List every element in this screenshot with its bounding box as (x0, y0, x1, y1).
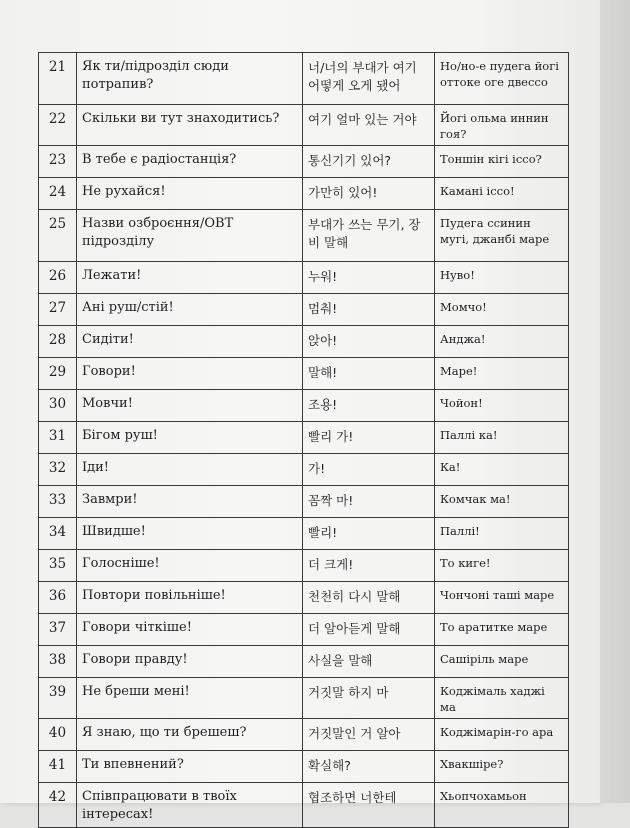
ukrainian-phrase: Завмри! (77, 486, 303, 518)
ukrainian-phrase: Бігом руш! (77, 422, 303, 454)
ukrainian-phrase: Іди! (77, 454, 303, 486)
ukrainian-phrase: Назви озброєння/ОВТ підрозділу (77, 210, 303, 262)
row-number: 32 (39, 454, 77, 486)
table-row (39, 614, 569, 646)
table-row (39, 146, 569, 178)
korean-phrase: 가! (303, 454, 435, 486)
korean-phrase: 말해! (303, 358, 435, 390)
table-row (39, 678, 569, 719)
transliteration: Ка! (435, 454, 569, 486)
row-number: 38 (39, 646, 77, 678)
row-number: 27 (39, 294, 77, 326)
transliteration: То аратитке маре (435, 614, 569, 646)
row-number: 41 (39, 751, 77, 783)
row-number: 34 (39, 518, 77, 550)
korean-phrase: 너/너의 부대가 여기 어떻게 오게 됐어 (303, 53, 435, 105)
row-number: 21 (39, 53, 77, 105)
row-number: 37 (39, 614, 77, 646)
table-row (39, 454, 569, 486)
row-number: 42 (39, 783, 77, 828)
table-row (39, 390, 569, 422)
ukrainian-phrase: Як ти/підрозділ сюди потрапив? (77, 53, 303, 105)
table-row (39, 210, 569, 262)
ukrainian-phrase: Голосніше! (77, 550, 303, 582)
table-row (39, 646, 569, 678)
transliteration: Хьопчохамьон (435, 783, 569, 828)
korean-phrase: 부대가 쓰는 무기, 장비 말해 (303, 210, 435, 262)
transliteration: Коджімарін-го ара (435, 719, 569, 751)
ukrainian-phrase: Не бреши мені! (77, 678, 303, 719)
transliteration: Маре! (435, 358, 569, 390)
ukrainian-phrase: Говори! (77, 358, 303, 390)
ukrainian-phrase: Ти впевнений? (77, 751, 303, 783)
table-row (39, 178, 569, 210)
table-row (39, 422, 569, 454)
transliteration: Комчак ма! (435, 486, 569, 518)
transliteration: Анджа! (435, 326, 569, 358)
korean-phrase: 누워! (303, 262, 435, 294)
ukrainian-phrase: Мовчи! (77, 390, 303, 422)
table-row (39, 294, 569, 326)
korean-phrase: 거짓말인 거 알아 (303, 719, 435, 751)
transliteration: Паллі! (435, 518, 569, 550)
transliteration: Нуво! (435, 262, 569, 294)
table-row (39, 486, 569, 518)
ukrainian-phrase: Не рухайся! (77, 178, 303, 210)
korean-phrase: 빨리 가! (303, 422, 435, 454)
transliteration: Йогі ольма иннин гоя? (435, 105, 569, 146)
transliteration: Хвакшіре? (435, 751, 569, 783)
ukrainian-phrase: Лежати! (77, 262, 303, 294)
korean-phrase: 앉아! (303, 326, 435, 358)
phrase-table (38, 52, 569, 828)
ukrainian-phrase: Я знаю, що ти брешеш? (77, 719, 303, 751)
korean-phrase: 통신기기 있어? (303, 146, 435, 178)
table-row (39, 751, 569, 783)
row-number: 23 (39, 146, 77, 178)
row-number: 36 (39, 582, 77, 614)
korean-phrase: 멈춰! (303, 294, 435, 326)
table-row (39, 262, 569, 294)
row-number: 25 (39, 210, 77, 262)
ukrainian-phrase: Співпрацювати в твоїх інтересах! (77, 783, 303, 828)
page-edge (600, 0, 630, 803)
ukrainian-phrase: Повтори повільніше! (77, 582, 303, 614)
transliteration: Тоншін кігі іссо? (435, 146, 569, 178)
row-number: 24 (39, 178, 77, 210)
korean-phrase: 천천히 다시 말해 (303, 582, 435, 614)
table-row (39, 358, 569, 390)
transliteration: Коджімаль хаджі ма (435, 678, 569, 719)
row-number: 28 (39, 326, 77, 358)
korean-phrase: 가만히 있어! (303, 178, 435, 210)
transliteration: Но/но-е пудега йогі оттоке оге двессо (435, 53, 569, 105)
table-row (39, 550, 569, 582)
transliteration: Сашіріль маре (435, 646, 569, 678)
ukrainian-phrase: В тебе є радіостанція? (77, 146, 303, 178)
korean-phrase: 사실을 말해 (303, 646, 435, 678)
row-number: 22 (39, 105, 77, 146)
table-row (39, 719, 569, 751)
korean-phrase: 거짓말 하지 마 (303, 678, 435, 719)
transliteration: Паллі ка! (435, 422, 569, 454)
korean-phrase: 협조하면 너한테 (303, 783, 435, 828)
korean-phrase: 빨리! (303, 518, 435, 550)
korean-phrase: 조용! (303, 390, 435, 422)
row-number: 31 (39, 422, 77, 454)
table-row (39, 326, 569, 358)
table-row (39, 105, 569, 146)
row-number: 39 (39, 678, 77, 719)
row-number: 40 (39, 719, 77, 751)
ukrainian-phrase: Швидше! (77, 518, 303, 550)
row-number: 35 (39, 550, 77, 582)
ukrainian-phrase: Говори чіткіше! (77, 614, 303, 646)
row-number: 26 (39, 262, 77, 294)
transliteration: Чончоні таші маре (435, 582, 569, 614)
korean-phrase: 확실해? (303, 751, 435, 783)
korean-phrase: 꼼짝 마! (303, 486, 435, 518)
korean-phrase: 더 알아듣게 말해 (303, 614, 435, 646)
table-row (39, 53, 569, 105)
ukrainian-phrase: Говори правду! (77, 646, 303, 678)
korean-phrase: 여기 얼마 있는 거야 (303, 105, 435, 146)
row-number: 33 (39, 486, 77, 518)
table-row (39, 783, 569, 828)
row-number: 30 (39, 390, 77, 422)
table-row (39, 582, 569, 614)
row-number: 29 (39, 358, 77, 390)
ukrainian-phrase: Скільки ви тут знаходитись? (77, 105, 303, 146)
transliteration: Чойон! (435, 390, 569, 422)
ukrainian-phrase: Ані руш/стій! (77, 294, 303, 326)
korean-phrase: 더 크게! (303, 550, 435, 582)
transliteration: То киге! (435, 550, 569, 582)
transliteration: Камані іссо! (435, 178, 569, 210)
table-row (39, 518, 569, 550)
transliteration: Пудега ссинин мугі, джанбі маре (435, 210, 569, 262)
transliteration: Момчо! (435, 294, 569, 326)
ukrainian-phrase: Сидіти! (77, 326, 303, 358)
